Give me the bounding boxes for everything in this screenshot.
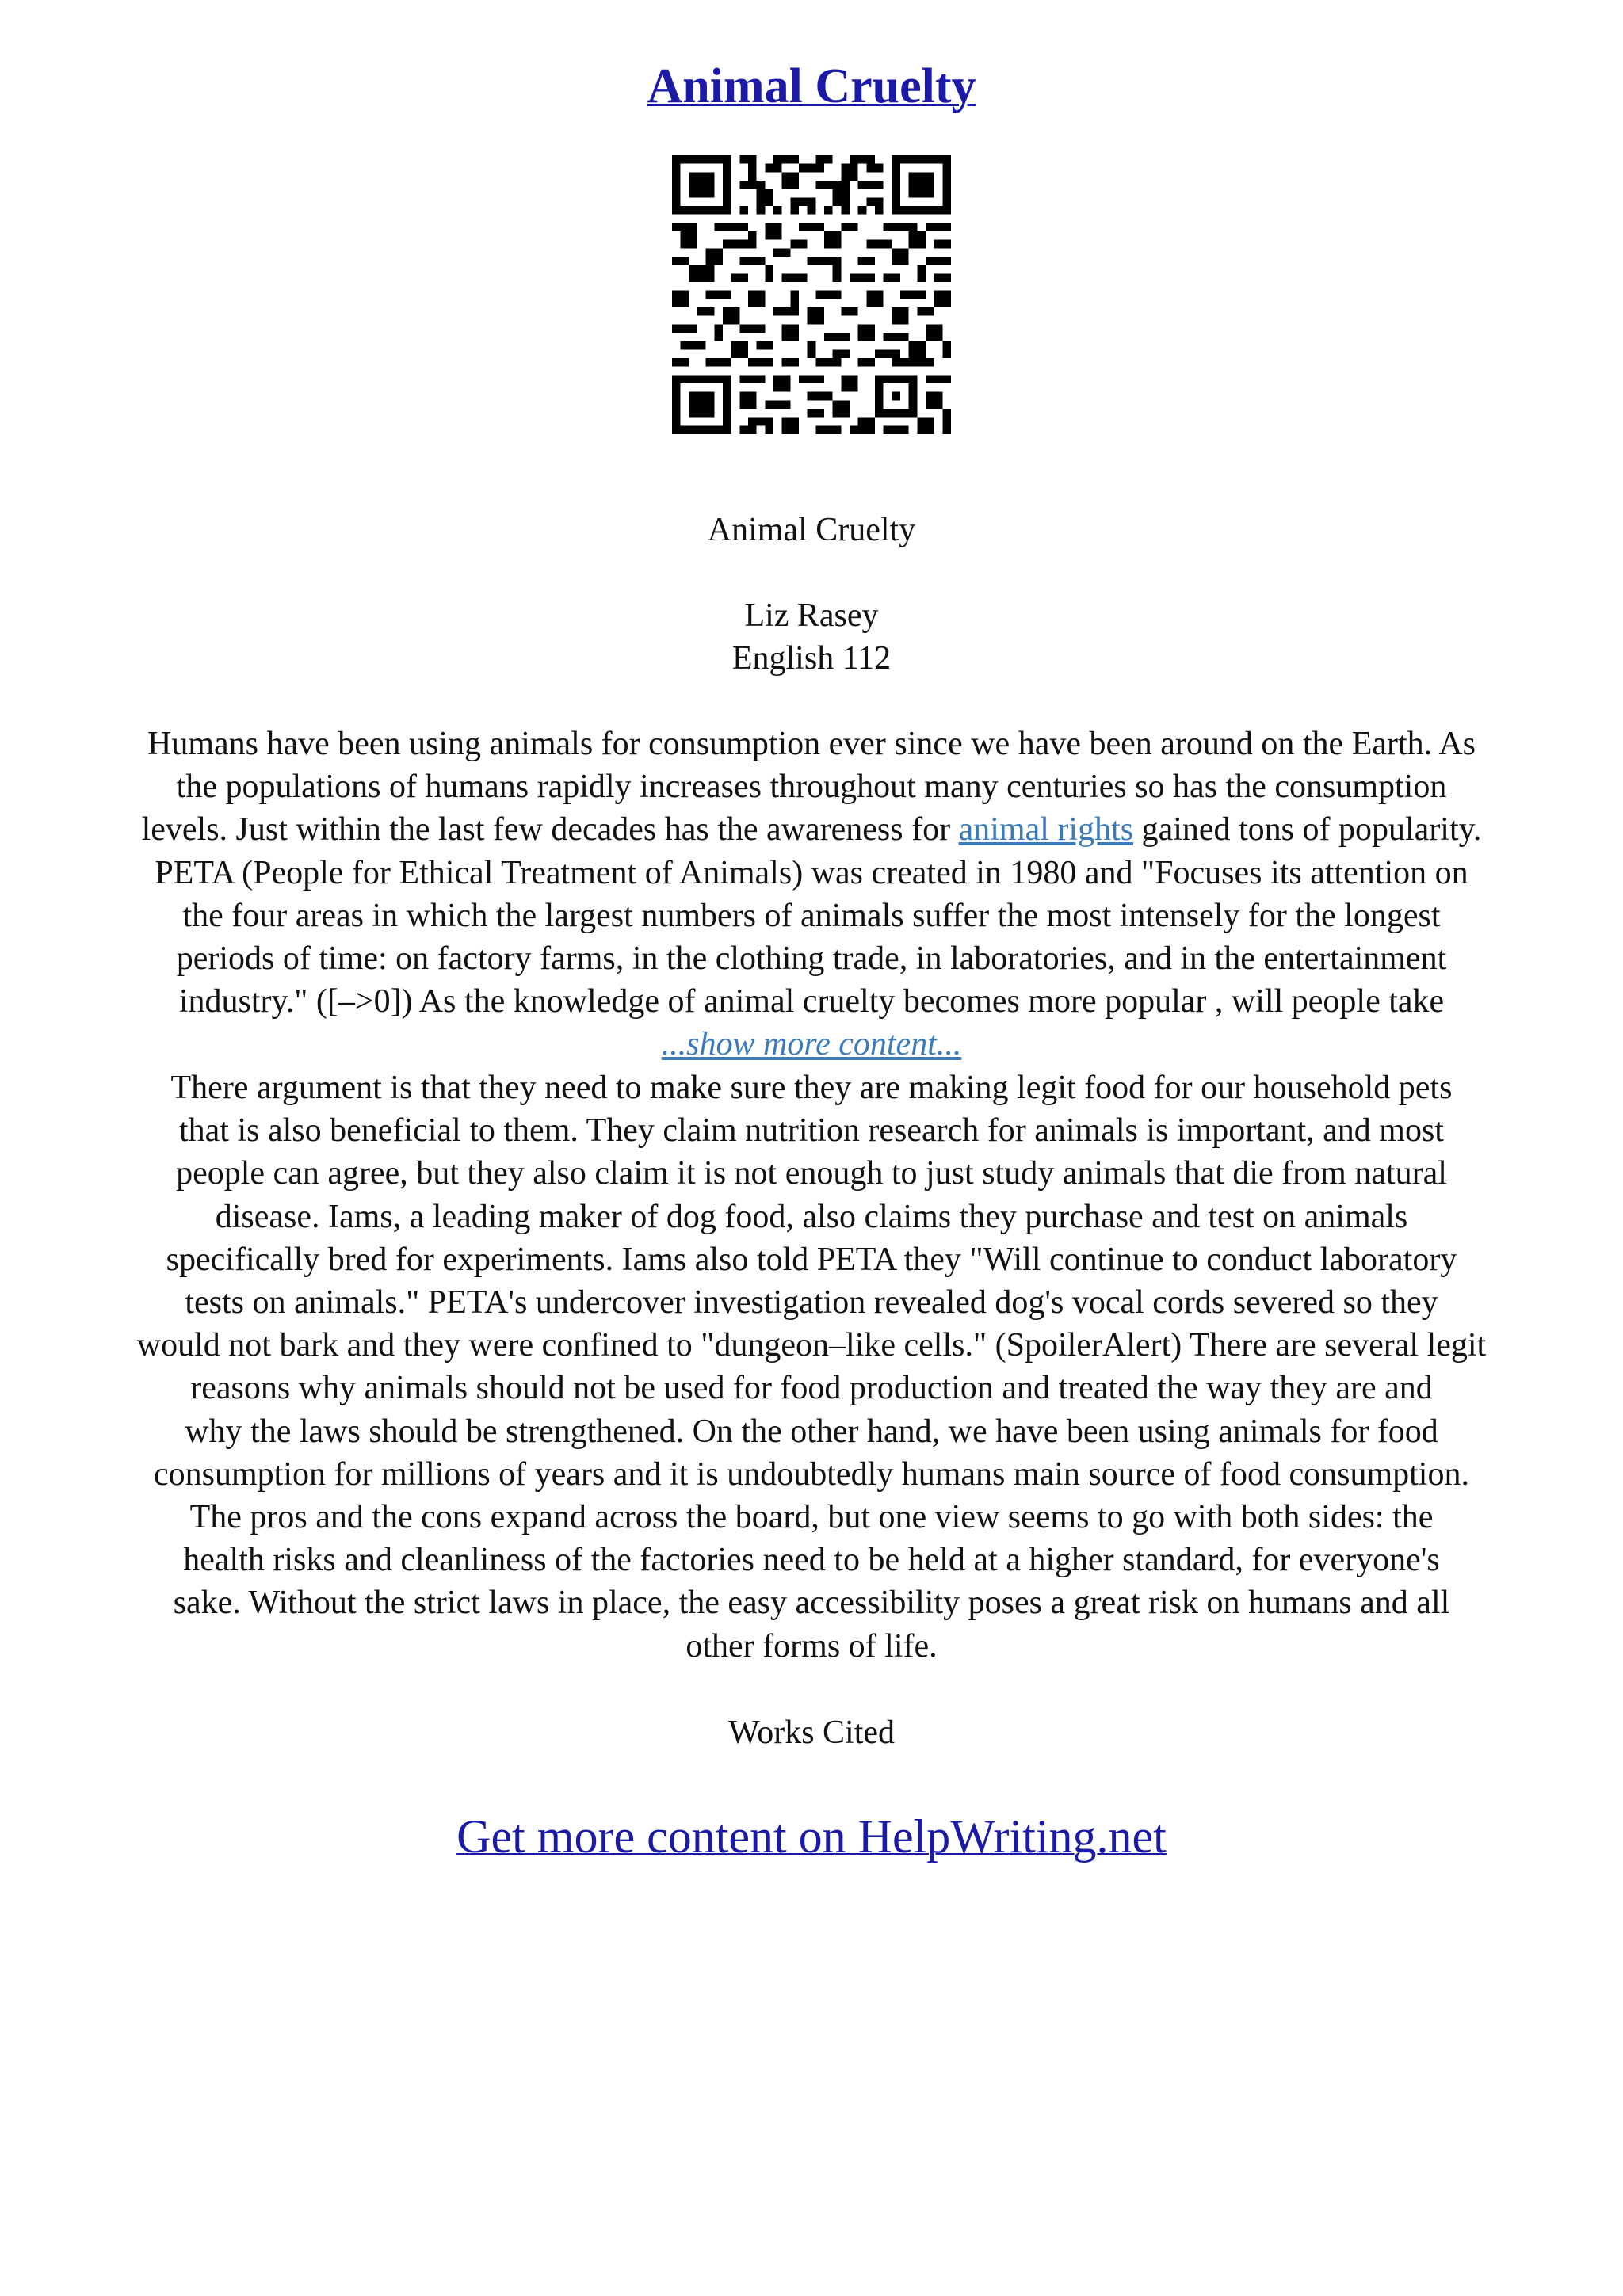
paragraph-line: periods of time: on factory farms, in the clothing trade, in laboratories, and in the entertainment (176, 940, 1447, 978)
paragraph-line: Humans have been using animals for consumption ever since we have been around on the Earth. As (147, 726, 1476, 762)
paragraph-text: gained tons of popularity. (1133, 811, 1482, 849)
paragraph-line: The pros and the cons expand across the board, but one view seems to go with both sides: the (189, 1499, 1434, 1536)
title-link[interactable]: Animal Cruelty (647, 59, 976, 113)
paragraph-line: the four areas in which the largest numbers of animals suffer the most intensely for the longest (182, 897, 1441, 934)
essay-paragraph-intro (55, 723, 1568, 1066)
paragraph-line: disease. Iams, a leading maker of dog food, also claims they purchase and test on animals (215, 1198, 1408, 1235)
qr-code-icon (672, 155, 951, 434)
works-cited-heading: Works Cited (727, 1714, 896, 1751)
paragraph-line: why the laws should be strengthened. On the other hand, we have been using animals for food (185, 1413, 1438, 1450)
paragraph-line: that is also beneficial to them. They claim nutrition research for animals is important, and most (179, 1112, 1444, 1150)
paragraph-line (55, 808, 1568, 851)
paragraph-line: health risks and cleanliness of the factories need to be held at a higher standard, for everyone's (183, 1542, 1440, 1579)
paragraph-line: consumption for millions of years and it is undoubtedly humans main source of food consumption. (154, 1455, 1469, 1493)
footer (0, 1805, 1623, 1868)
paragraph-line: other forms of life. (685, 1627, 938, 1665)
paragraph-line: reasons why animals should not be used for food production and treated the way they are and (190, 1370, 1433, 1407)
show-more-link[interactable]: ...show more content... (661, 1026, 962, 1063)
paragraph-line: sake. Without the strict laws in place, the easy accessibility poses a great risk on humans and all (173, 1585, 1450, 1622)
helpwriting-link[interactable]: Get more content on HelpWriting.net (456, 1810, 1167, 1863)
paragraph-text: levels. Just within the last few decades has the awareness for (141, 811, 959, 849)
paragraph-line: There argument is that they need to make sure they are making legit food for our household pets (170, 1070, 1453, 1106)
essay-title: Animal Cruelty (707, 512, 916, 548)
animal-rights-link[interactable]: animal rights (958, 811, 1134, 849)
paragraph-line: would not bark and they were confined to "dungeon–like cells." (SpoilerAlert) There are several legit (136, 1327, 1487, 1364)
paragraph-line: people can agree, but they also claim it is not enough to just study animals that die from natural (176, 1155, 1447, 1192)
essay-author: Liz Rasey (744, 597, 879, 634)
paragraph-line: industry." ([–>0]) As the knowledge of animal cruelty becomes more popular , will people take (178, 983, 1445, 1020)
paragraph-line: PETA (People for Ethical Treatment of Animals) was created in 1980 and "Focuses its attention on (155, 854, 1468, 891)
show-more-line (55, 1023, 1568, 1066)
paragraph-line: tests on animals." PETA's undercover investigation revealed dog's vocal cords severed so they (185, 1284, 1438, 1322)
essay-course: English 112 (731, 640, 892, 677)
page-title (0, 52, 1623, 120)
paragraph-line: the populations of humans rapidly increases throughout many centuries so has the consumption (176, 769, 1447, 806)
paragraph-line: specifically bred for experiments. Iams also told PETA they "Will continue to conduct laboratory (166, 1241, 1457, 1278)
essay-paragraph-body (55, 1066, 1568, 1668)
